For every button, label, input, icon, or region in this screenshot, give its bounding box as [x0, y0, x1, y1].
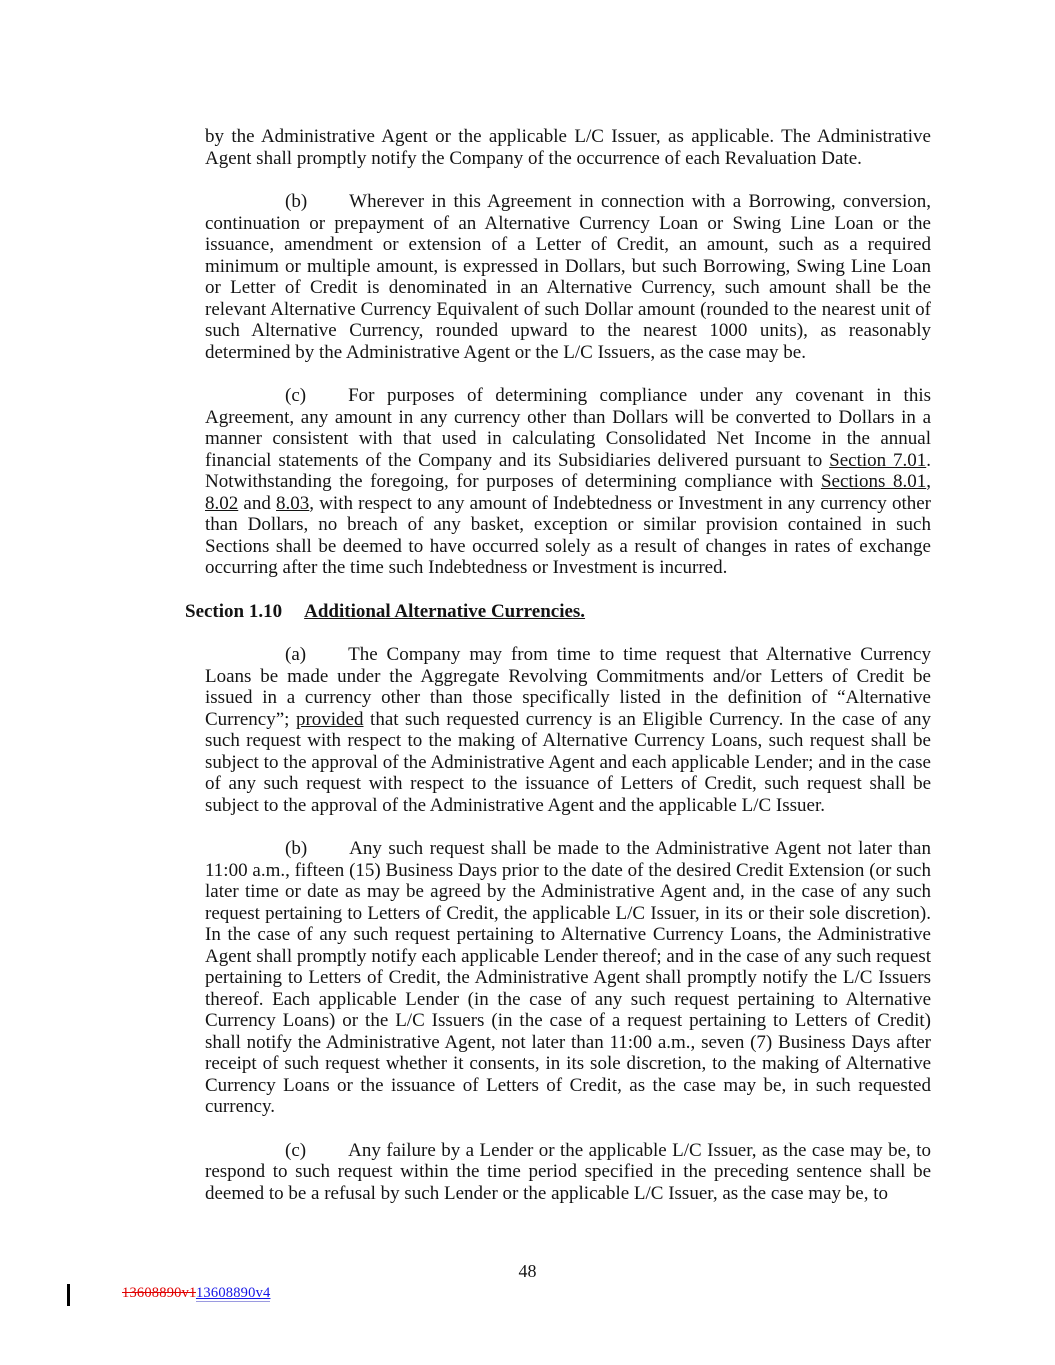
paragraph-continuation — [205, 126, 931, 169]
paragraph-text: For purposes of determining compliance under any covenant in this Agreement, any amount in any currency other than Dollars will be converted to Dollars in a manner consistent with that used in calculating Consolidated Net Income in the annual financial statements of the Company and its Subsidiaries delivered pursuant to Section 7.01. Notwithstanding the foregoing, for purposes of determining compliance with Sections 8.01, 8.02 and 8.03, with respect to any amount of Indebtedness or Investment in any currency other than Dollars, no breach of any basket, exception or similar provision contained in such Sections shall be deemed to have occurred solely as a result of changes in rates of exchange occurring after the time such Indebtedness or Investment is incurred. — [205, 385, 931, 578]
deleted-version-text: 13608890v1 — [122, 1285, 196, 1301]
paragraph-label: (b) — [285, 191, 308, 212]
section-1-10-heading — [185, 601, 931, 623]
inserted-version-text: 13608890v4 — [195, 1285, 271, 1301]
section-number: Section 1.10 — [185, 600, 283, 622]
page-number: 48 — [518, 1261, 537, 1281]
paragraph-1-10-b — [205, 838, 931, 1118]
paragraph-label: (c) — [285, 1139, 307, 1161]
paragraph-text: Any failure by a Lender or the applicable L/C Issuer, as the case may be, to respond to such request within the time period specified in the preceding sentence shall be deemed to be a refusal by such Lender or the applicable L/C Issuer, as the case may be, to — [205, 1139, 931, 1204]
paragraph-label: (b) — [285, 838, 308, 859]
paragraph-1-10-a — [205, 644, 931, 816]
paragraph-text: Wherever in this Agreement in connection with a Borrowing, conversion, continuation or prepayment of an Alternative Currency Loan or Swing Line Loan or the issuance, amendment or extension of a Letter of Credit, an amount, such as a required minimum or multiple amount, is expressed in Dollars, but such Borrowing, Swing Line Loan or Letter of Credit is denominated in an Alternative Currency, such amount shall be the relevant Alternative Currency Equivalent of such Dollar amount (rounded to the nearest unit of such Alternative Currency, rounded upward to the nearest 1000 units), as reasonably determined by the Administrative Agent or the L/C Issuers, as the case may be. — [205, 191, 931, 363]
paragraph-text: by the Administrative Agent or the applicable L/C Issuer, as applicable. The Administrative Agent shall promptly notify the Company of the occurrence of each Revaluation Date. — [205, 126, 931, 169]
paragraph-1-09-b — [205, 191, 931, 363]
document-version-stamp — [122, 1285, 270, 1302]
paragraph-1-09-c — [205, 385, 931, 579]
paragraph-1-10-c — [205, 1140, 931, 1205]
paragraph-text: Any such request shall be made to the Administrative Agent not later than 11:00 a.m., fifteen (15) Business Days prior to the date of the desired Credit Extension (or such later time or date as may be agreed by the Administrative Agent and, in the case of any such request pertaining to Letters of Credit, the applicable L/C Issuer, in its or their sole discretion). In the case of any such request pertaining to Alternative Currency Loans, the Administrative Agent shall promptly notify each applicable Lender thereof; and in the case of any such request pertaining to Letters of Credit, the Administrative Agent shall promptly notify the L/C Issuers thereof. Each applicable Lender (in the case of any such request pertaining to Alternative Currency Loans) or the L/C Issuers (in the case of a request pertaining to Letters of Credit) shall notify the Administrative Agent, not later than 11:00 a.m., seven (7) Business Days after receipt of such request whether it consents, in its sole discretion, to the making of Alternative Currency Loans or the issuance of Letters of Credit, as the case may be, in such requested currency. — [205, 838, 931, 1117]
paragraph-text: The Company may from time to time request that Alternative Currency Loans be made under the Aggregate Revolving Commitments and/or Letters of Credit be issued in a currency other than those specifically listed in the definition of “Alternative Currency”; provided that such requested currency is an Eligible Currency. In the case of any such request with respect to the making of Alternative Currency Loans, such request shall be subject to the approval of the Administrative Agent and each applicable Lender; and in the case of any such request with respect to the issuance of Letters of Credit, such request shall be subject to the approval of the Administrative Agent and the applicable L/C Issuer. — [205, 644, 931, 816]
section-title: Additional Alternative Currencies. — [304, 600, 586, 622]
paragraph-label: (a) — [285, 644, 307, 665]
page-body — [185, 126, 931, 1204]
paragraph-label: (c) — [285, 385, 307, 406]
change-bar — [67, 1284, 70, 1306]
